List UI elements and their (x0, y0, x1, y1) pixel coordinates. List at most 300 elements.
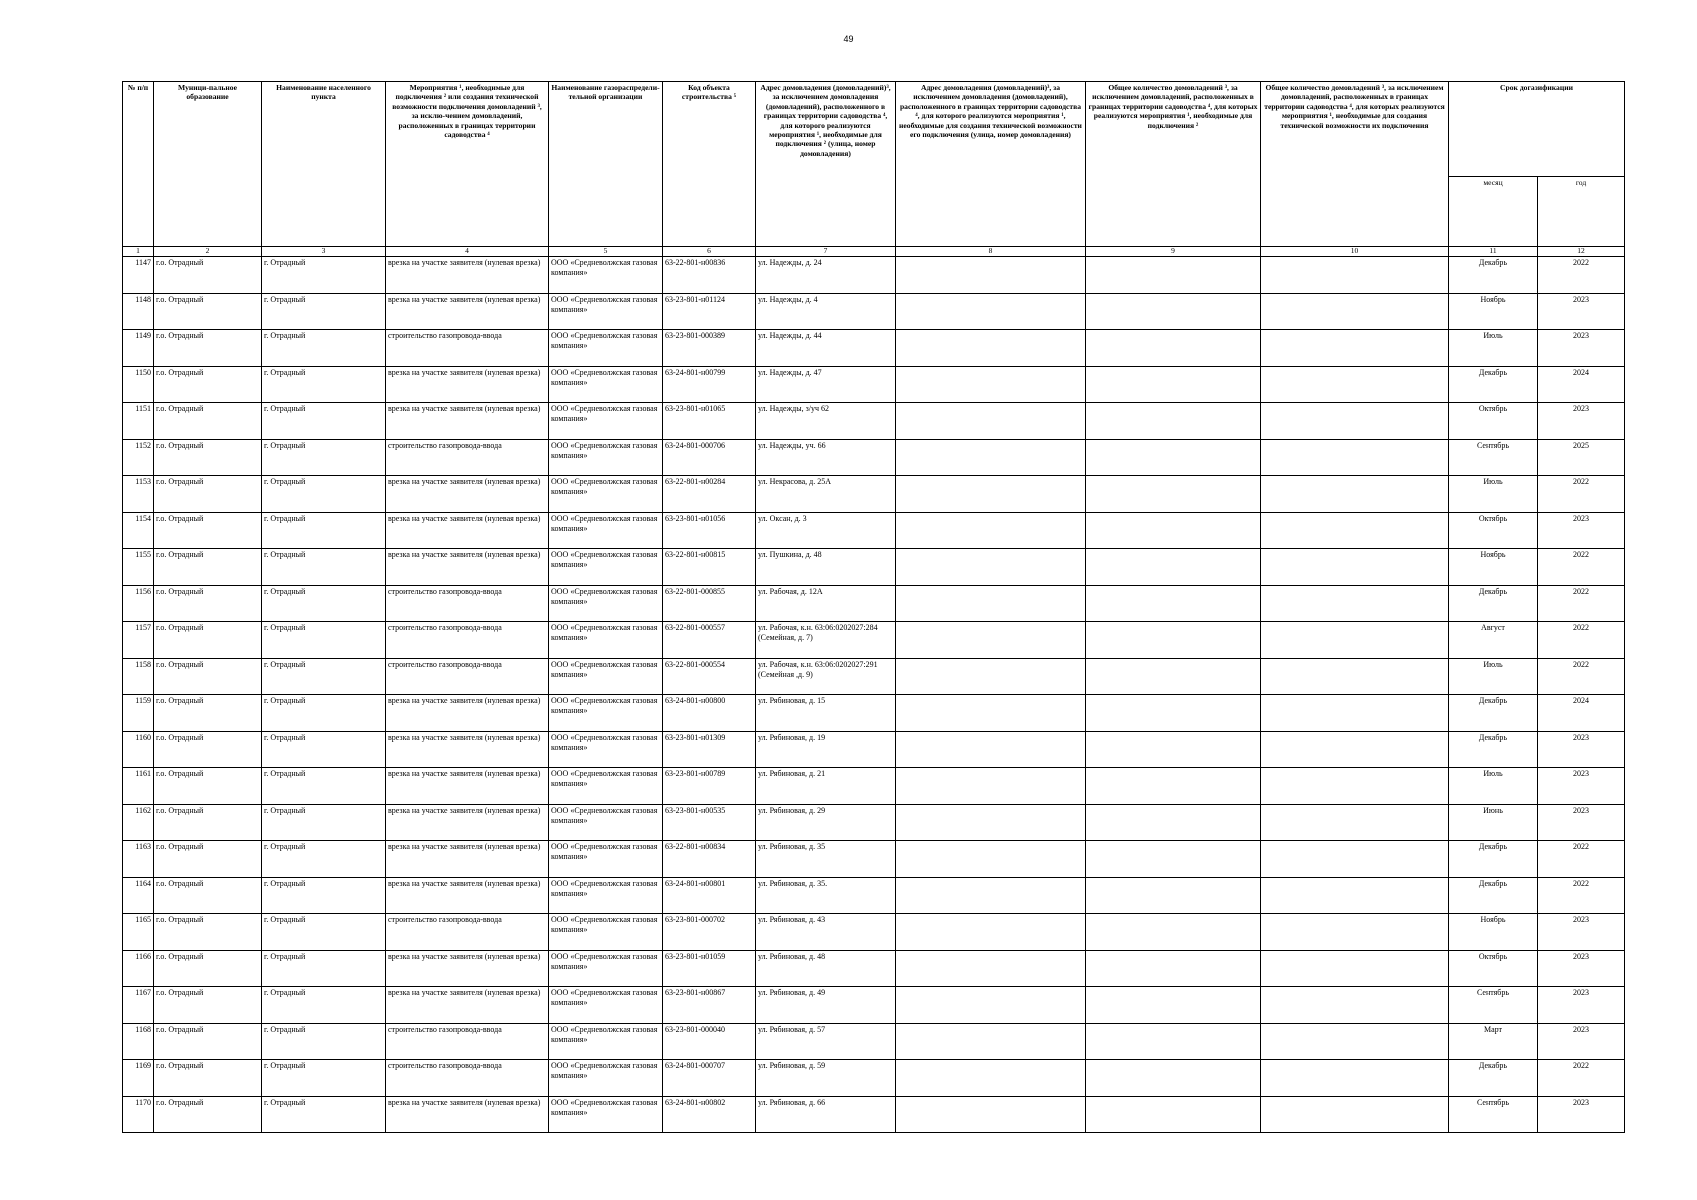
row-municipality: г.о. Отрадный (154, 622, 262, 659)
row-count-capability (1261, 1060, 1449, 1097)
column-number: 7 (756, 247, 896, 257)
row-municipality: г.о. Отрадный (154, 293, 262, 330)
row-month: Декабрь (1449, 695, 1538, 732)
row-count-connection (1086, 1096, 1261, 1133)
row-organization: ООО «Средневолжская газовая компания» (549, 293, 663, 330)
row-year: 2023 (1538, 403, 1625, 440)
row-number: 1164 (123, 877, 154, 914)
row-month: Август (1449, 622, 1538, 659)
row-event: строительство газопровода-ввода (386, 914, 549, 951)
row-address: ул. Оксан, д. 3 (756, 512, 896, 549)
header-address-connection: Адрес домовладения (домовладений)³, за исключением домовладения (домовладений), расположенного в границах территории садоводства ⁴, для которого реализуются мероприятия ¹, необходимые для подключения ² (улица, номер домовладения) (756, 82, 896, 247)
table-row (123, 1060, 1625, 1097)
row-organization: ООО «Средневолжская газовая компания» (549, 403, 663, 440)
row-event: строительство газопровода-ввода (386, 658, 549, 695)
row-month: Сентябрь (1449, 1096, 1538, 1133)
row-month: Ноябрь (1449, 549, 1538, 586)
row-object-code: 63-23-801-н01059 (663, 950, 756, 987)
row-organization: ООО «Средневолжская газовая компания» (549, 439, 663, 476)
page-number: 49 (843, 34, 854, 44)
table-row (123, 695, 1625, 732)
table-row (123, 768, 1625, 805)
row-count-capability (1261, 804, 1449, 841)
row-count-capability (1261, 768, 1449, 805)
row-count-capability (1261, 695, 1449, 732)
row-object-code: 63-24-801-н00799 (663, 366, 756, 403)
row-address-capability (896, 585, 1086, 622)
header-settlement: Наименование населенного пункта (262, 82, 386, 247)
column-number: 10 (1261, 247, 1449, 257)
header-number: № п/п (123, 82, 154, 247)
row-number: 1155 (123, 549, 154, 586)
row-organization: ООО «Средневолжская газовая компания» (549, 366, 663, 403)
row-address: ул. Рябиновая, д. 19 (756, 731, 896, 768)
row-count-connection (1086, 804, 1261, 841)
row-year: 2022 (1538, 257, 1625, 294)
row-address-capability (896, 512, 1086, 549)
row-number: 1153 (123, 476, 154, 513)
table-row (123, 330, 1625, 367)
row-count-capability (1261, 366, 1449, 403)
row-address-capability (896, 1096, 1086, 1133)
row-municipality: г.о. Отрадный (154, 1060, 262, 1097)
row-count-capability (1261, 549, 1449, 586)
row-year: 2023 (1538, 1023, 1625, 1060)
row-object-code: 63-22-801-000557 (663, 622, 756, 659)
column-number: 2 (154, 247, 262, 257)
row-month: Декабрь (1449, 731, 1538, 768)
row-address: ул. Рябиновая, д. 43 (756, 914, 896, 951)
row-organization: ООО «Средневолжская газовая компания» (549, 987, 663, 1024)
row-address: ул. Надежды, уч. 66 (756, 439, 896, 476)
row-object-code: 63-23-801-000702 (663, 914, 756, 951)
column-number: 4 (386, 247, 549, 257)
row-count-capability (1261, 293, 1449, 330)
table-header (123, 82, 1625, 257)
row-address: ул. Надежды, д. 44 (756, 330, 896, 367)
row-count-capability (1261, 257, 1449, 294)
row-count-capability (1261, 330, 1449, 367)
header-municipality: Муници-пальное образование (154, 82, 262, 247)
row-organization: ООО «Средневолжская газовая компания» (549, 585, 663, 622)
row-event: врезка на участке заявителя (нулевая врезка) (386, 731, 549, 768)
row-event: строительство газопровода-ввода (386, 622, 549, 659)
row-object-code: 63-24-801-000706 (663, 439, 756, 476)
row-event: врезка на участке заявителя (нулевая врезка) (386, 695, 549, 732)
row-count-capability (1261, 512, 1449, 549)
row-count-connection (1086, 731, 1261, 768)
row-count-connection (1086, 658, 1261, 695)
row-number: 1165 (123, 914, 154, 951)
row-event: врезка на участке заявителя (нулевая врезка) (386, 768, 549, 805)
row-count-capability (1261, 658, 1449, 695)
row-address: ул. Надежды, д. 47 (756, 366, 896, 403)
row-month: Декабрь (1449, 257, 1538, 294)
row-event: строительство газопровода-ввода (386, 1060, 549, 1097)
row-municipality: г.о. Отрадный (154, 950, 262, 987)
row-year: 2024 (1538, 695, 1625, 732)
row-object-code: 63-22-801-000855 (663, 585, 756, 622)
row-address: ул. Надежды, д. 24 (756, 257, 896, 294)
row-count-capability (1261, 731, 1449, 768)
row-month: Июнь (1449, 804, 1538, 841)
row-year: 2023 (1538, 512, 1625, 549)
row-address: ул. Рябиновая, д. 35. (756, 877, 896, 914)
row-number: 1167 (123, 987, 154, 1024)
gasification-table (122, 81, 1625, 1133)
row-address-capability (896, 257, 1086, 294)
row-municipality: г.о. Отрадный (154, 877, 262, 914)
row-object-code: 63-23-801-000389 (663, 330, 756, 367)
row-event: строительство газопровода-ввода (386, 1023, 549, 1060)
row-settlement: г. Отрадный (262, 257, 386, 294)
row-year: 2024 (1538, 366, 1625, 403)
row-year: 2022 (1538, 549, 1625, 586)
row-number: 1159 (123, 695, 154, 732)
row-organization: ООО «Средневолжская газовая компания» (549, 476, 663, 513)
row-month: Сентябрь (1449, 987, 1538, 1024)
row-address-capability (896, 841, 1086, 878)
row-number: 1148 (123, 293, 154, 330)
row-address-capability (896, 476, 1086, 513)
row-organization: ООО «Средневолжская газовая компания» (549, 841, 663, 878)
row-organization: ООО «Средневолжская газовая компания» (549, 257, 663, 294)
row-number: 1170 (123, 1096, 154, 1133)
row-settlement: г. Отрадный (262, 1096, 386, 1133)
table-row (123, 987, 1625, 1024)
column-number: 9 (1086, 247, 1261, 257)
row-count-connection (1086, 950, 1261, 987)
row-organization: ООО «Средневолжская газовая компания» (549, 950, 663, 987)
row-count-connection (1086, 841, 1261, 878)
row-address-capability (896, 877, 1086, 914)
row-month: Март (1449, 1023, 1538, 1060)
row-year: 2022 (1538, 841, 1625, 878)
row-object-code: 63-23-801-н00867 (663, 987, 756, 1024)
table-row (123, 1096, 1625, 1133)
header-address-capability: Адрес домовладения (домовладений)³, за исключением домовладения (домовладений), расположенного в границах территории садоводства ⁴, для которого реализуются мероприятия ¹, необходимые для создания технической возможности его подключения (улица, номер домовладения) (896, 82, 1086, 247)
row-month: Октябрь (1449, 950, 1538, 987)
row-number: 1158 (123, 658, 154, 695)
row-address-capability (896, 549, 1086, 586)
row-address-capability (896, 658, 1086, 695)
row-address-capability (896, 695, 1086, 732)
row-count-connection (1086, 293, 1261, 330)
row-number: 1168 (123, 1023, 154, 1060)
row-count-connection (1086, 330, 1261, 367)
row-object-code: 63-24-801-000707 (663, 1060, 756, 1097)
row-object-code: 63-23-801-н01056 (663, 512, 756, 549)
row-settlement: г. Отрадный (262, 950, 386, 987)
row-address-capability (896, 366, 1086, 403)
row-municipality: г.о. Отрадный (154, 1023, 262, 1060)
row-month: Июль (1449, 330, 1538, 367)
row-year: 2022 (1538, 476, 1625, 513)
row-object-code: 63-23-801-н01065 (663, 403, 756, 440)
row-address: ул. Рябиновая, д. 35 (756, 841, 896, 878)
row-count-connection (1086, 257, 1261, 294)
row-count-capability (1261, 877, 1449, 914)
row-event: строительство газопровода-ввода (386, 439, 549, 476)
row-settlement: г. Отрадный (262, 476, 386, 513)
row-count-capability (1261, 1023, 1449, 1060)
row-year: 2023 (1538, 731, 1625, 768)
row-number: 1161 (123, 768, 154, 805)
header-count-capability: Общее количество домовладений ³, за исключением домовладений, расположенных в границах территории садоводства ⁴, для которых реализуются мероприятия ¹, необходимые для создания технической возможности их подключения (1261, 82, 1449, 247)
row-number: 1149 (123, 330, 154, 367)
row-settlement: г. Отрадный (262, 439, 386, 476)
row-number: 1163 (123, 841, 154, 878)
row-organization: ООО «Средневолжская газовая компания» (549, 1060, 663, 1097)
row-address: ул. Рябиновая, д. 21 (756, 768, 896, 805)
row-year: 2022 (1538, 877, 1625, 914)
row-organization: ООО «Средневолжская газовая компания» (549, 1096, 663, 1133)
table-row (123, 549, 1625, 586)
header-count-connection: Общее количество домовладений ³, за исключением домовладений, расположенных в границах территории садоводства ⁴, для которых реализуются мероприятия ¹, необходимые для подключения ² (1086, 82, 1261, 247)
row-settlement: г. Отрадный (262, 841, 386, 878)
column-number: 11 (1449, 247, 1538, 257)
row-object-code: 63-23-801-н01124 (663, 293, 756, 330)
row-municipality: г.о. Отрадный (154, 658, 262, 695)
row-number: 1150 (123, 366, 154, 403)
row-count-connection (1086, 512, 1261, 549)
row-address: ул. Рябиновая, д. 57 (756, 1023, 896, 1060)
row-year: 2023 (1538, 1096, 1625, 1133)
row-event: врезка на участке заявителя (нулевая врезка) (386, 476, 549, 513)
row-address: ул. Надежды, д. 4 (756, 293, 896, 330)
table-row (123, 293, 1625, 330)
row-organization: ООО «Средневолжская газовая компания» (549, 1023, 663, 1060)
row-address-capability (896, 439, 1086, 476)
row-municipality: г.о. Отрадный (154, 549, 262, 586)
row-address-capability (896, 768, 1086, 805)
table-row (123, 622, 1625, 659)
row-count-connection (1086, 1023, 1261, 1060)
column-number: 5 (549, 247, 663, 257)
row-number: 1151 (123, 403, 154, 440)
row-address: ул. Рябиновая, д. 15 (756, 695, 896, 732)
row-month: Декабрь (1449, 877, 1538, 914)
row-count-capability (1261, 914, 1449, 951)
row-settlement: г. Отрадный (262, 622, 386, 659)
row-count-capability (1261, 987, 1449, 1024)
row-settlement: г. Отрадный (262, 658, 386, 695)
row-address-capability (896, 1060, 1086, 1097)
row-address: ул. Рябиновая, д. 29 (756, 804, 896, 841)
header-organization: Наименование газораспредели-тельной организации (549, 82, 663, 247)
table-row (123, 1023, 1625, 1060)
row-year: 2023 (1538, 914, 1625, 951)
row-settlement: г. Отрадный (262, 731, 386, 768)
row-month: Декабрь (1449, 841, 1538, 878)
row-object-code: 63-22-801-н00815 (663, 549, 756, 586)
row-event: врезка на участке заявителя (нулевая врезка) (386, 804, 549, 841)
row-address-capability (896, 622, 1086, 659)
row-count-capability (1261, 1096, 1449, 1133)
row-address: ул. Пушкина, д. 48 (756, 549, 896, 586)
row-object-code: 63-24-801-н00802 (663, 1096, 756, 1133)
row-count-capability (1261, 585, 1449, 622)
row-month: Июль (1449, 768, 1538, 805)
row-year: 2023 (1538, 987, 1625, 1024)
row-organization: ООО «Средневолжская газовая компания» (549, 622, 663, 659)
row-month: Октябрь (1449, 512, 1538, 549)
table-row (123, 476, 1625, 513)
row-settlement: г. Отрадный (262, 877, 386, 914)
row-settlement: г. Отрадный (262, 403, 386, 440)
row-address: ул. Рябиновая, д. 66 (756, 1096, 896, 1133)
row-municipality: г.о. Отрадный (154, 476, 262, 513)
row-settlement: г. Отрадный (262, 1060, 386, 1097)
row-settlement: г. Отрадный (262, 1023, 386, 1060)
row-municipality: г.о. Отрадный (154, 585, 262, 622)
row-organization: ООО «Средневолжская газовая компания» (549, 658, 663, 695)
row-municipality: г.о. Отрадный (154, 914, 262, 951)
row-event: строительство газопровода-ввода (386, 330, 549, 367)
row-organization: ООО «Средневолжская газовая компания» (549, 877, 663, 914)
row-object-code: 63-22-801-000554 (663, 658, 756, 695)
row-municipality: г.о. Отрадный (154, 257, 262, 294)
row-event: врезка на участке заявителя (нулевая врезка) (386, 257, 549, 294)
row-event: врезка на участке заявителя (нулевая врезка) (386, 293, 549, 330)
row-municipality: г.о. Отрадный (154, 330, 262, 367)
row-organization: ООО «Средневолжская газовая компания» (549, 914, 663, 951)
row-address: ул. Рябиновая, д. 48 (756, 950, 896, 987)
row-organization: ООО «Средневолжская газовая компания» (549, 768, 663, 805)
row-object-code: 63-22-801-н00836 (663, 257, 756, 294)
row-count-connection (1086, 549, 1261, 586)
row-year: 2022 (1538, 622, 1625, 659)
row-settlement: г. Отрадный (262, 804, 386, 841)
row-event: врезка на участке заявителя (нулевая врезка) (386, 950, 549, 987)
row-address: ул. Рябиновая, д. 59 (756, 1060, 896, 1097)
row-count-capability (1261, 841, 1449, 878)
row-address-capability (896, 403, 1086, 440)
row-count-connection (1086, 476, 1261, 513)
row-municipality: г.о. Отрадный (154, 695, 262, 732)
row-year: 2023 (1538, 804, 1625, 841)
row-municipality: г.о. Отрадный (154, 731, 262, 768)
row-count-connection (1086, 1060, 1261, 1097)
row-month: Июль (1449, 658, 1538, 695)
row-year: 2022 (1538, 585, 1625, 622)
row-address-capability (896, 731, 1086, 768)
row-settlement: г. Отрадный (262, 330, 386, 367)
table-row (123, 439, 1625, 476)
row-settlement: г. Отрадный (262, 293, 386, 330)
header-deadline: Срок догазификации (1449, 82, 1625, 177)
row-month: Декабрь (1449, 366, 1538, 403)
row-number: 1157 (123, 622, 154, 659)
table-row (123, 804, 1625, 841)
header-year: год (1538, 177, 1625, 247)
row-settlement: г. Отрадный (262, 914, 386, 951)
row-month: Октябрь (1449, 403, 1538, 440)
row-municipality: г.о. Отрадный (154, 439, 262, 476)
column-number: 12 (1538, 247, 1625, 257)
row-count-connection (1086, 914, 1261, 951)
row-organization: ООО «Средневолжская газовая компания» (549, 804, 663, 841)
row-number: 1147 (123, 257, 154, 294)
table-row (123, 914, 1625, 951)
row-month: Сентябрь (1449, 439, 1538, 476)
row-object-code: 63-22-801-н00834 (663, 841, 756, 878)
row-number: 1156 (123, 585, 154, 622)
row-count-connection (1086, 877, 1261, 914)
row-count-connection (1086, 403, 1261, 440)
row-settlement: г. Отрадный (262, 768, 386, 805)
row-year: 2023 (1538, 950, 1625, 987)
row-organization: ООО «Средневолжская газовая компания» (549, 549, 663, 586)
row-event: врезка на участке заявителя (нулевая врезка) (386, 366, 549, 403)
row-number: 1169 (123, 1060, 154, 1097)
row-address-capability (896, 950, 1086, 987)
row-address-capability (896, 293, 1086, 330)
row-object-code: 63-23-801-н01309 (663, 731, 756, 768)
row-object-code: 63-23-801-000040 (663, 1023, 756, 1060)
row-month: Ноябрь (1449, 914, 1538, 951)
table-row (123, 841, 1625, 878)
row-event: врезка на участке заявителя (нулевая врезка) (386, 403, 549, 440)
row-count-capability (1261, 622, 1449, 659)
row-event: врезка на участке заявителя (нулевая врезка) (386, 1096, 549, 1133)
row-object-code: 63-23-801-н00535 (663, 804, 756, 841)
row-month: Июль (1449, 476, 1538, 513)
row-object-code: 63-24-801-н00801 (663, 877, 756, 914)
table-row (123, 877, 1625, 914)
row-settlement: г. Отрадный (262, 585, 386, 622)
table-row (123, 403, 1625, 440)
row-address-capability (896, 987, 1086, 1024)
row-number: 1162 (123, 804, 154, 841)
row-address: ул. Рабочая, к.н. 63:06:0202027:291 (Семейная ,д. 9) (756, 658, 896, 695)
row-settlement: г. Отрадный (262, 512, 386, 549)
row-settlement: г. Отрадный (262, 987, 386, 1024)
table-body (123, 257, 1625, 1133)
row-address: ул. Рябиновая, д. 49 (756, 987, 896, 1024)
row-address: ул. Некрасова, д. 25А (756, 476, 896, 513)
row-event: врезка на участке заявителя (нулевая врезка) (386, 987, 549, 1024)
row-number: 1154 (123, 512, 154, 549)
row-municipality: г.о. Отрадный (154, 366, 262, 403)
row-year: 2023 (1538, 293, 1625, 330)
row-municipality: г.о. Отрадный (154, 804, 262, 841)
column-number: 1 (123, 247, 154, 257)
row-count-connection (1086, 622, 1261, 659)
row-settlement: г. Отрадный (262, 366, 386, 403)
row-year: 2022 (1538, 658, 1625, 695)
row-count-connection (1086, 439, 1261, 476)
row-settlement: г. Отрадный (262, 695, 386, 732)
row-municipality: г.о. Отрадный (154, 768, 262, 805)
row-municipality: г.о. Отрадный (154, 1096, 262, 1133)
table-row (123, 658, 1625, 695)
row-organization: ООО «Средневолжская газовая компания» (549, 731, 663, 768)
row-year: 2023 (1538, 330, 1625, 367)
row-month: Декабрь (1449, 1060, 1538, 1097)
row-count-connection (1086, 585, 1261, 622)
table-row (123, 366, 1625, 403)
row-address: ул. Рабочая, д. 12А (756, 585, 896, 622)
row-object-code: 63-23-801-н00789 (663, 768, 756, 805)
row-month: Декабрь (1449, 585, 1538, 622)
row-event: врезка на участке заявителя (нулевая врезка) (386, 841, 549, 878)
row-organization: ООО «Средневолжская газовая компания» (549, 330, 663, 367)
row-event: строительство газопровода-ввода (386, 585, 549, 622)
header-object-code: Код объекта строительства ⁵ (663, 82, 756, 247)
column-number: 3 (262, 247, 386, 257)
row-address-capability (896, 804, 1086, 841)
